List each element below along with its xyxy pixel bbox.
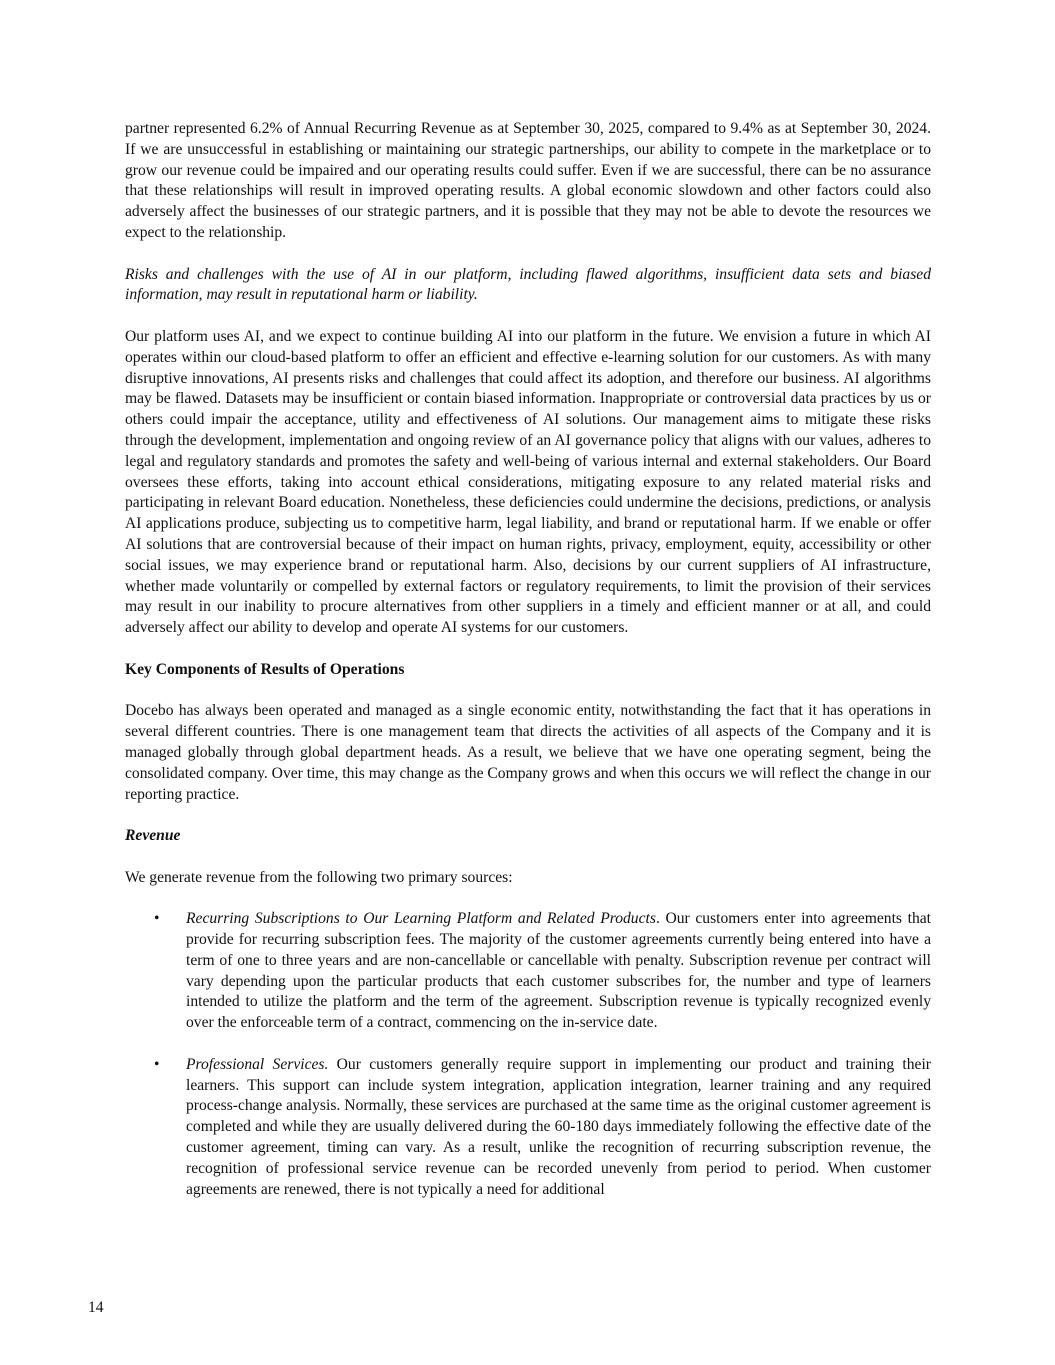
bullet-icon: • xyxy=(154,1055,160,1073)
list-item xyxy=(125,909,931,1034)
bullet-icon: • xyxy=(154,910,160,928)
paragraph-strategic-partners: partner represented 6.2% of Annual Recurring Revenue as at September 30, 2025, compared to 9.4% as at September 30, 2024. If we are unsuccessful in establishing or maintaining our strategic partnerships, our ability to compete in the marketplace or to grow our revenue could be impaired and our operating results could suffer. Even if we are successful, there can be no assurance that these relationships will result in improved operating results. A global economic slowdown and other factors could also adversely affect the businesses of our strategic partners, and it is possible that they may not be able to devote the resources we expect to the relationship. xyxy=(125,120,931,241)
paragraph-ai-risks: Our platform uses AI, and we expect to continue building AI into our platform in the future. We envision a future in which AI operates within our cloud-based platform to offer an efficient and effective e-learning solution for our customers. As with many disruptive innovations, AI presents risks and challenges that could affect its adoption, and therefore our business. AI algorithms may be flawed. Datasets may be insufficient or contain biased information. Inappropriate or controversial data practices by us or others could impair the acceptance, utility and effectiveness of AI solutions. Our management aims to mitigate these risks through the development, implementation and ongoing review of an AI governance policy that aligns with our values, adheres to legal and regulatory standards and promotes the safety and well-being of various internal and external stakeholders. Our Board oversees these efforts, taking into account ethical considerations, mitigating exposure to any related material risks and participating in relevant Board education. Nonetheless, these deficiencies could undermine the decisions, predictions, or analysis AI applications produce, subjecting us to competitive harm, legal liability, and brand or reputational harm. If we enable or offer AI solutions that are controversial because of their impact on human rights, privacy, employment, equity, accessibility or other social issues, we may experience brand or reputational harm. Also, decisions by our current suppliers of AI infrastructure, whether made voluntarily or compelled by external factors or regulatory requirements, to limit the provision of their services may result in our inability to procure alternatives from other suppliers in a timely and efficient manner or at all, and could adversely affect our ability to develop and operate AI systems for our customers. xyxy=(125,327,931,637)
page-number: 14 xyxy=(88,1299,104,1316)
list-item-title: Professional Services. xyxy=(186,1055,329,1073)
list-item-title: Recurring Subscriptions to Our Learning Platform and Related Products xyxy=(186,910,656,928)
page-body xyxy=(125,119,931,1221)
list-item-text: Our customers generally require support in implementing our product and training their learners. This support can include system integration, application integration, learner training and any required process-change analysis. Normally, these services are purchased at the same time as the original customer agreement is completed and while they are usually delivered during the 60-180 days immediately following the effective date of the customer agreement, timing can vary. As a result, unlike the recognition of recurring subscription revenue, the recognition of professional service revenue can be recorded unevenly from period to period. When customer agreements are renewed, there is not typically a need for additional xyxy=(186,1055,931,1198)
revenue-sources-list xyxy=(125,909,931,1200)
list-item xyxy=(125,1055,931,1201)
section-heading: Key Components of Results of Operations xyxy=(125,660,405,678)
paragraph-revenue-sources: We generate revenue from the following two primary sources: xyxy=(125,868,513,886)
list-item-text: . Our customers enter into agreements that provide for recurring subscription fees. The majority of the customer agreements currently being entered into have a term of one to three years and are non-cancellable or cancellable with penalty. Subscription revenue per contract will vary depending upon the particular products that each customer subscribes for, the number and type of learners intended to utilize the platform and the term of the agreement. Subscription revenue is typically recognized evenly over the enforceable term of a contract, commencing on the in-service date. xyxy=(186,910,932,1032)
risk-factor-heading: Risks and challenges with the use of AI in our platform, including flawed algorithms, insufficient data sets and biased information, may result in reputational harm or liability. xyxy=(125,265,931,304)
paragraph-operating-segment: Docebo has always been operated and managed as a single economic entity, notwithstanding the fact that it has operations in several different countries. There is one management team that directs the activities of all aspects of the Company and it is managed globally through global department heads. As a result, we believe that we have one operating segment, being the consolidated company. Over time, this may change as the Company grows and when this occurs we will reflect the change in our reporting practice. xyxy=(125,702,931,803)
revenue-heading: Revenue xyxy=(125,827,181,845)
